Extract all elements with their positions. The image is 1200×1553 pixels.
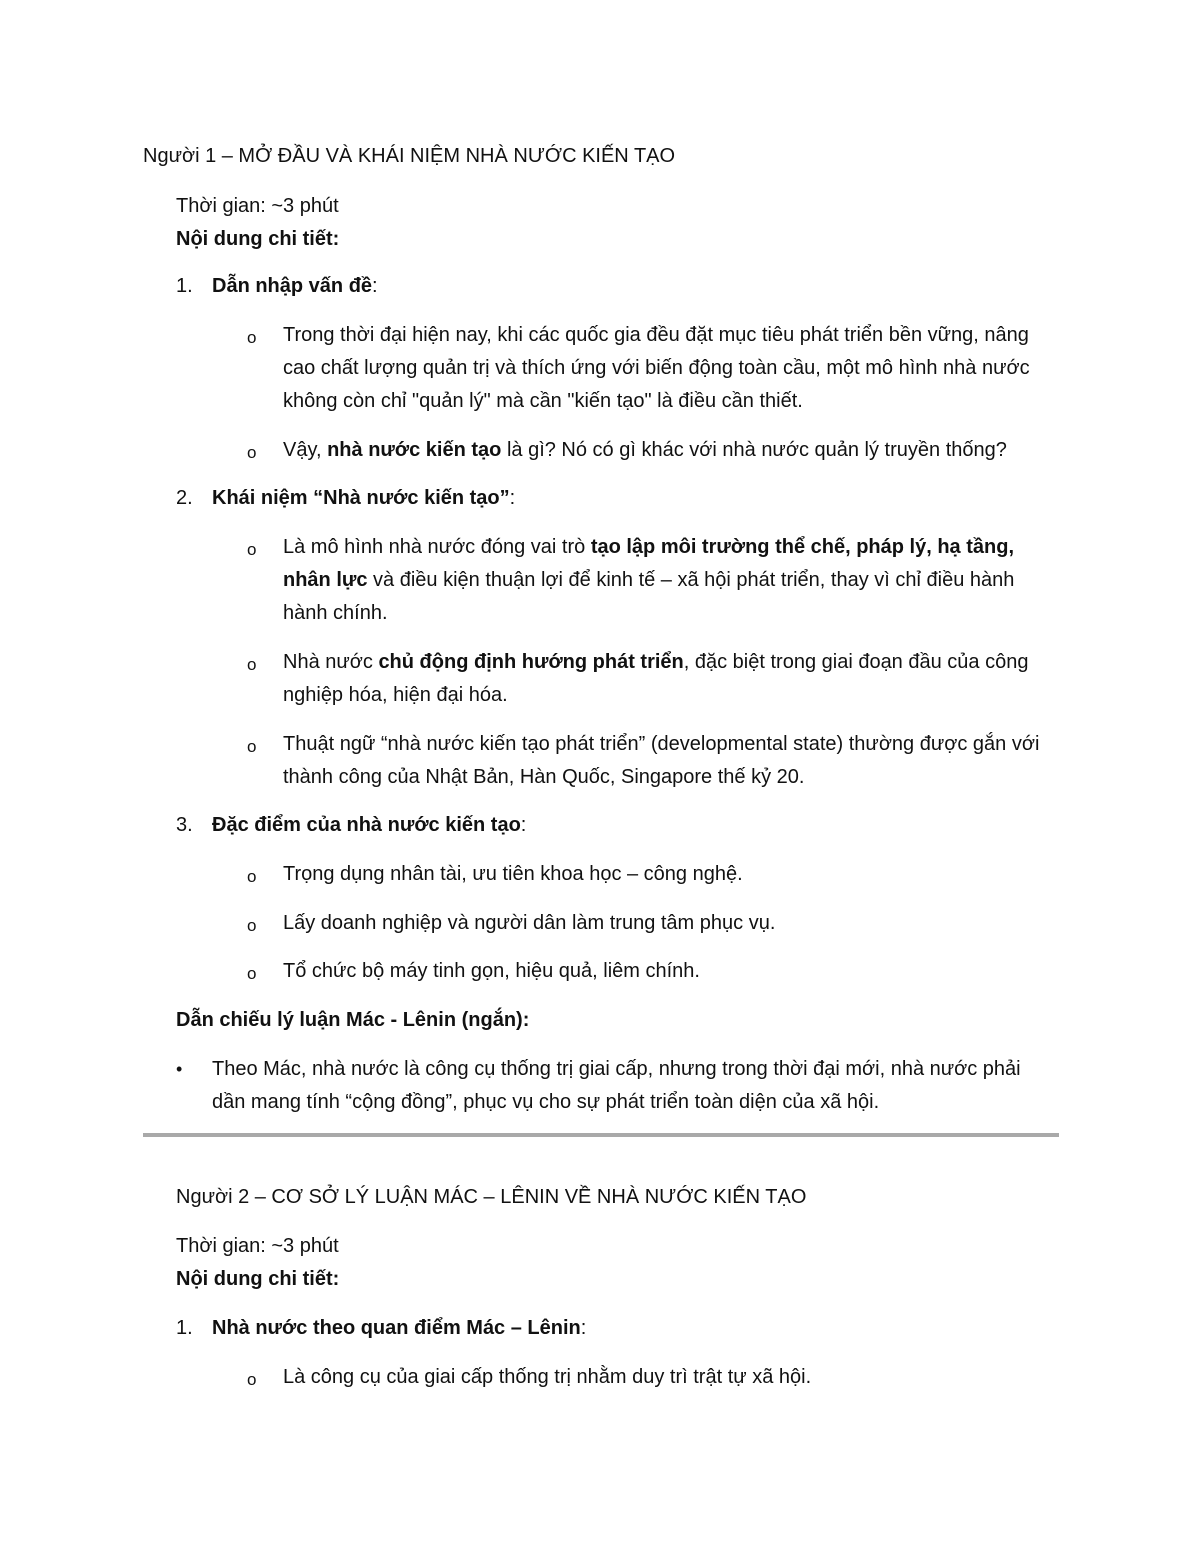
list-marker: o <box>247 443 257 462</box>
section-1-time: Thời gian: ~3 phút <box>176 195 339 217</box>
list-marker: o <box>247 540 257 559</box>
list-marker: o <box>247 737 257 756</box>
item-title: Dẫn nhập vấn đề: <box>212 275 378 297</box>
item-number: 1. <box>176 1317 193 1339</box>
list-item: Trong thời đại hiện nay, khi các quốc gia đều đặt mục tiêu phát triển bền vững, nâng cao chất lượng quản trị và thích ứng với biến động toàn cầu, một mô hình nhà nước không còn chỉ "quản lý" mà cần "kiến tạo" là điều cần thiết. <box>283 324 1030 412</box>
item-title: Nhà nước theo quan điểm Mác – Lênin: <box>212 1317 587 1339</box>
item-title: Đặc điểm của nhà nước kiến tạo: <box>212 814 527 836</box>
bullet-marker: • <box>176 1059 183 1079</box>
item-number: 3. <box>176 814 193 836</box>
item-number: 2. <box>176 487 193 509</box>
list-item: Nhà nước chủ động định hướng phát triển, đặc biệt trong giai đoạn đầu của công nghiệp hóa, hiện đại hóa. <box>283 651 1029 706</box>
list-item: Là mô hình nhà nước đóng vai trò tạo lập môi trường thể chế, pháp lý, hạ tầng, nhân lực và điều kiện thuận lợi để kinh tế – xã hội phát triển, thay vì chỉ điều hành hành chính. <box>283 536 1015 624</box>
section-1-heading: Người 1 – MỞ ĐẦU VÀ KHÁI NIỆM NHÀ NƯỚC KIẾN TẠO <box>143 145 676 167</box>
list-marker: o <box>247 916 257 935</box>
list-item: Trọng dụng nhân tài, ưu tiên khoa học – công nghệ. <box>283 863 743 885</box>
list-item: Thuật ngữ “nhà nước kiến tạo phát triển” (developmental state) thường được gắn với thành công của Nhật Bản, Hàn Quốc, Singapore thế kỷ 20. <box>283 733 1040 788</box>
section-2-heading: Người 2 – CƠ SỞ LÝ LUẬN MÁC – LÊNIN VỀ NHÀ NƯỚC KIẾN TẠO <box>176 1186 807 1208</box>
section-1-detail-label: Nội dung chi tiết: <box>176 228 340 250</box>
list-item: Tổ chức bộ máy tinh gọn, hiệu quả, liêm chính. <box>283 960 700 982</box>
section-divider <box>143 1133 1059 1137</box>
section-2-detail-label: Nội dung chi tiết: <box>176 1268 340 1290</box>
list-marker: o <box>247 1370 257 1389</box>
reference-text: Theo Mác, nhà nước là công cụ thống trị giai cấp, nhưng trong thời đại mới, nhà nước phải dần mang tính “cộng đồng”, phục vụ cho sự phát triển toàn diện của xã hội. <box>212 1058 1021 1113</box>
list-marker: o <box>247 964 257 983</box>
list-marker: o <box>247 867 257 886</box>
list-item: Vậy, nhà nước kiến tạo là gì? Nó có gì khác với nhà nước quản lý truyền thống? <box>283 439 1007 461</box>
list-item: Là công cụ của giai cấp thống trị nhằm duy trì trật tự xã hội. <box>283 1366 812 1388</box>
list-marker: o <box>247 328 257 347</box>
list-item: Lấy doanh nghiệp và người dân làm trung tâm phục vụ. <box>283 912 776 934</box>
item-title: Khái niệm “Nhà nước kiến tạo”: <box>212 487 516 509</box>
item-number: 1. <box>176 275 193 297</box>
list-marker: o <box>247 655 257 674</box>
section-2-time: Thời gian: ~3 phút <box>176 1235 339 1257</box>
reference-label: Dẫn chiếu lý luận Mác - Lênin (ngắn): <box>176 1009 530 1031</box>
